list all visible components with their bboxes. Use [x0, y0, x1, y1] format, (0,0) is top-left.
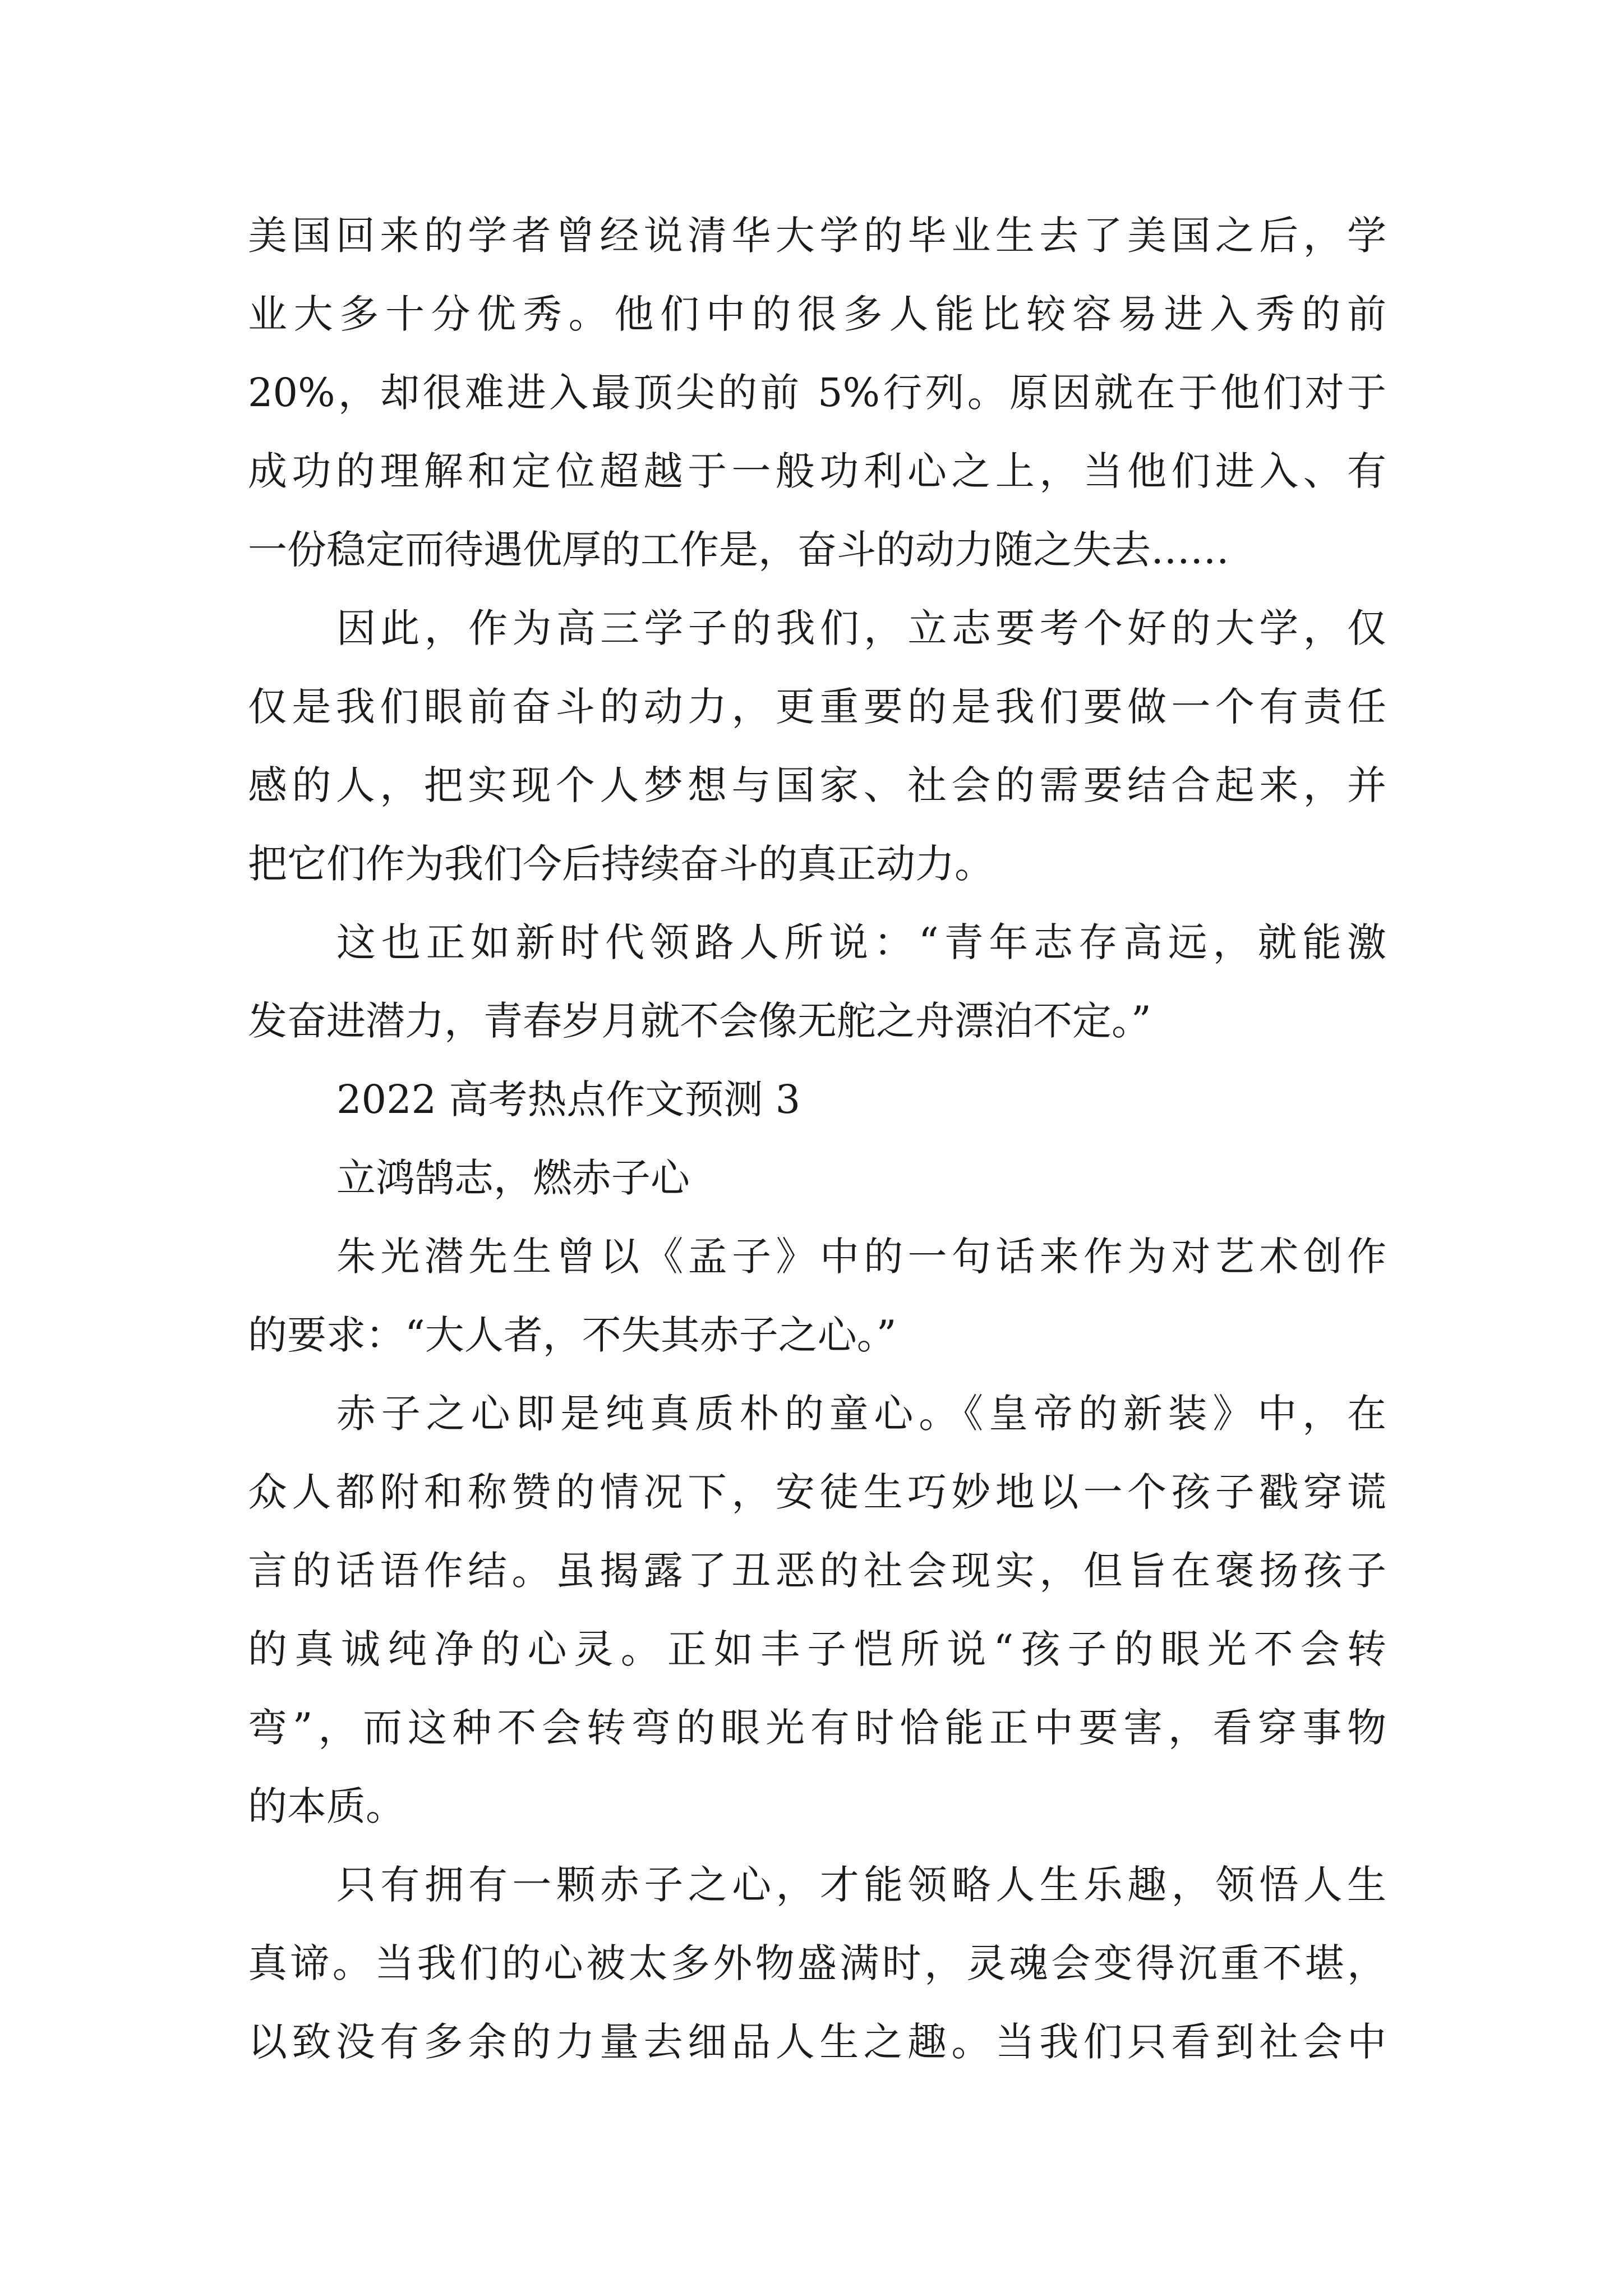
text-line: 的要求：“大人者，不失其赤子之心。” [248, 1312, 897, 1358]
text-line: 只有拥有一颗赤子之心，才能领略人生乐趣，领悟人生 [336, 1862, 1386, 1908]
text-line: 众人都附和称赞的情况下，安徒生巧妙地以一个孩子戳穿谎 [248, 1469, 1386, 1515]
essay-title: 立鸿鹄志，燃赤子心 [336, 1155, 690, 1201]
text-line: 弯”，而这种不会转弯的眼光有时恰能正中要害，看穿事物 [248, 1705, 1386, 1751]
text-line: 的本质。 [248, 1783, 405, 1829]
text-line: 发奋进潜力，青春岁月就不会像无舵之舟漂泊不定。” [248, 998, 1151, 1044]
text-line: 把它们作为我们今后持续奋斗的真正动力。 [248, 841, 994, 887]
text-line: 真谛。当我们的心被太多外物盛满时，灵魂会变得沉重不堪， [248, 1940, 1386, 1986]
text-line: 20%，却很难进入最顶尖的前 5%行列。原因就在于他们对于 [248, 370, 1386, 416]
text-line: 仅是我们眼前奋斗的动力，更重要的是我们要做一个有责任 [248, 684, 1386, 730]
text-line: 的真诚纯净的心灵。正如丰子恺所说“孩子的眼光不会转 [248, 1626, 1386, 1672]
text-line: 朱光潜先生曾以《孟子》中的一句话来作为对艺术创作 [336, 1234, 1386, 1280]
text-line: 成功的理解和定位超越于一般功利心之上，当他们进入、有 [248, 448, 1386, 494]
text-line: 美国回来的学者曾经说清华大学的毕业生去了美国之后，学 [248, 213, 1386, 259]
text-line: 言的话语作结。虽揭露了丑恶的社会现实，但旨在褒扬孩子 [248, 1548, 1386, 1594]
section-heading: 2022 高考热点作文预测 3 [336, 1076, 801, 1122]
text-line: 一份稳定而待遇优厚的工作是，奋斗的动力随之失去…… [248, 527, 1229, 573]
text-line: 这也正如新时代领路人所说：“青年志存高远，就能激 [336, 919, 1386, 965]
text-line: 感的人，把实现个人梦想与国家、社会的需要结合起来，并 [248, 762, 1386, 808]
text-line: 赤子之心即是纯真质朴的童心。《皇帝的新装》中，在 [336, 1391, 1386, 1437]
text-line: 以致没有多余的力量去细品人生之趣。当我们只看到社会中 [248, 2019, 1386, 2065]
text-line: 因此，作为高三学子的我们，立志要考个好的大学，仅 [336, 605, 1386, 651]
text-line: 业大多十分优秀。他们中的很多人能比较容易进入秀的前 [248, 291, 1386, 337]
document-page [248, 196, 1386, 2081]
